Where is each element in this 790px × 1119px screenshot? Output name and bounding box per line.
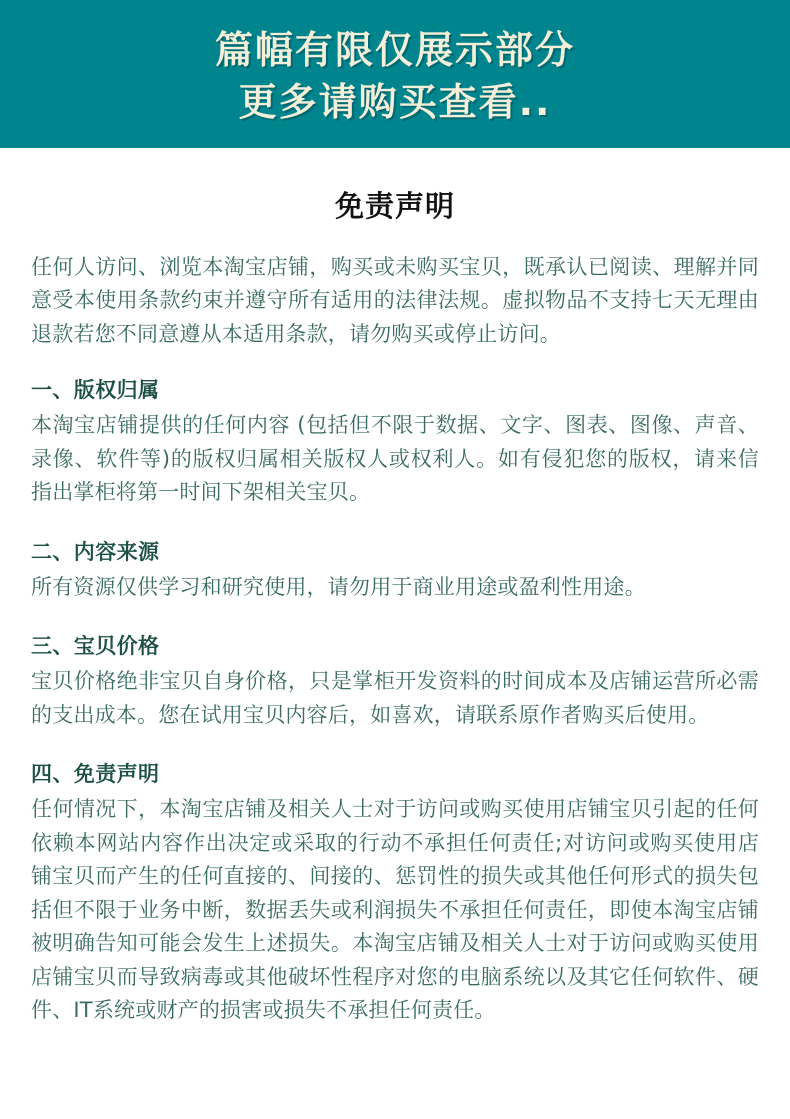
section-heading-copyright: 一、版权归属: [31, 378, 160, 403]
section-body-content-source: 所有资源仅供学习和研究使用，请勿用于商业用途或盈利性用途。: [31, 574, 646, 599]
section-content-source: [31, 537, 759, 605]
promo-banner-line-2: 更多请购买查看..: [238, 80, 552, 124]
section-body-copyright: 本淘宝店铺提供的任何内容 (包括但不限于数据、文字、图表、图像、声音、录像、软件等)的版权归属相关版权人或权利人。如有侵犯您的版权，请来信指出掌柜将第一时间下架相关宝贝。: [31, 413, 759, 505]
section-copyright: [31, 375, 759, 510]
section-heading-price: 三、宝贝价格: [31, 634, 160, 659]
section-heading-disclaimer: 四、免责声明: [31, 762, 160, 787]
section-heading-content-source: 二、内容来源: [31, 539, 160, 564]
intro-paragraph: 任何人访问、浏览本淘宝店铺，购买或未购买宝贝，既承认已阅读、理解并同意受本使用条款约束并遵守所有适用的法律法规。虚拟物品不支持七天无理由退款若您不同意遵从本适用条款，请勿购买或停止访问。: [31, 254, 759, 346]
section-body-disclaimer: 任何情况下，本淘宝店铺及相关人士对于访问或购买使用店铺宝贝引起的任何依赖本网站内容作出决定或采取的行动不承担任何责任;对访问或购买使用店铺宝贝而产生的任何直接的、间接的、惩罚性的损失或其他任何形式的损失包括但不限于业务中断，数据丢失或利润损失不承担任何责任，即使本淘宝店铺被明确告知可能会发生上述损失。本淘宝店铺及相关人士对于访问或购买使用店铺宝贝而导致病毒或其他破坏性程序对您的电脑系统以及其它任何软件、硬件、IT系统或财产的损害或损失不承担任何责任。: [31, 797, 759, 1023]
promo-banner-line-1: 篇幅有限仅展示部分: [214, 28, 575, 73]
section-price: [31, 631, 759, 732]
section-body-price: 宝贝价格绝非宝贝自身价格，只是掌柜开发资料的时间成本及店铺运营所必需的支出成本。您在试用宝贝内容后，如喜欢，请联系原作者购买后使用。: [31, 669, 759, 727]
section-disclaimer: [31, 759, 759, 1028]
disclaimer-document: [0, 189, 790, 1028]
page-title: 免责声明: [334, 189, 455, 223]
promo-banner: [0, 0, 790, 148]
